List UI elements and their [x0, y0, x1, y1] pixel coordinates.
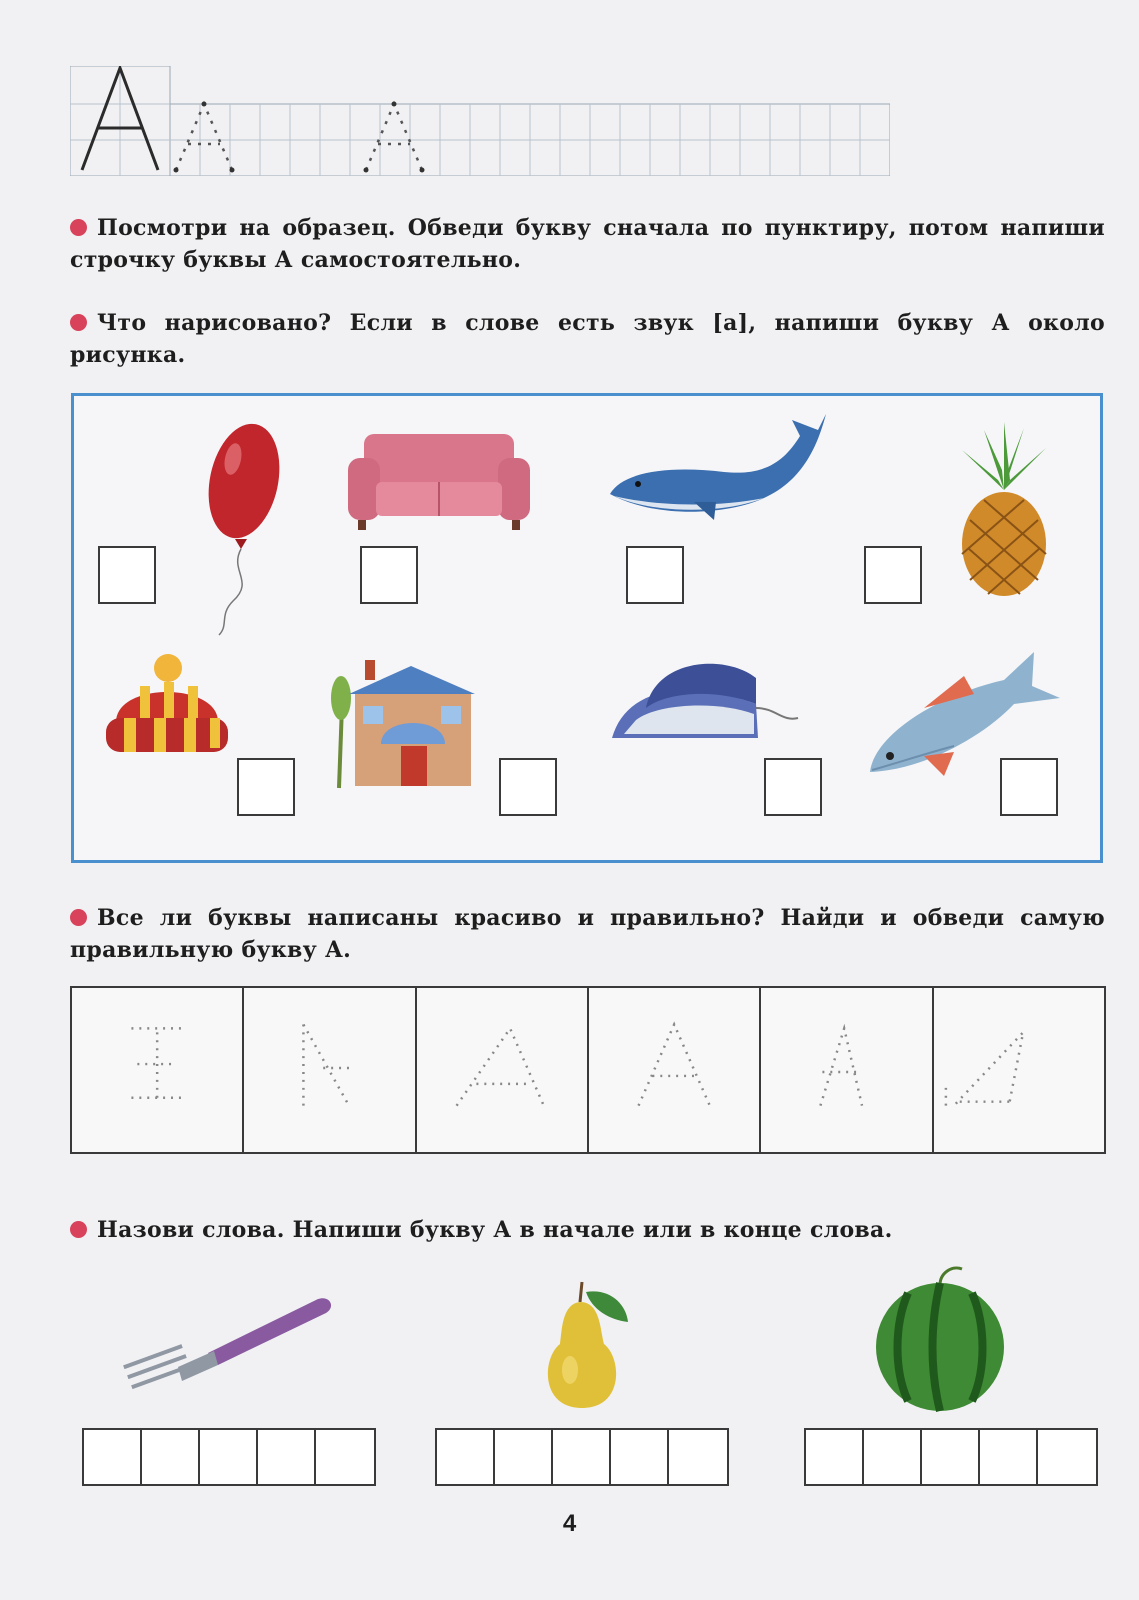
- task-2: [70, 307, 1105, 371]
- letter-variant-1[interactable]: [72, 988, 244, 1152]
- balloon-icon: [189, 411, 299, 641]
- task-1: [70, 212, 1105, 276]
- letter-variant-4[interactable]: [589, 988, 761, 1152]
- bullet-icon: [70, 1221, 87, 1238]
- task-4: [70, 1214, 1105, 1246]
- letter-variant-3[interactable]: [417, 988, 589, 1152]
- bullet-icon: [70, 219, 87, 236]
- letter-tracing-grid[interactable]: [70, 66, 890, 176]
- word-cells-fork[interactable]: [82, 1428, 376, 1486]
- task-3-text: Все ли буквы написаны красиво и правильно? Найди и обведи самую правильную букву А.: [70, 905, 1105, 963]
- letter-variant-2[interactable]: [244, 988, 416, 1152]
- answer-box-balloon[interactable]: [98, 546, 156, 604]
- house-icon: [329, 658, 484, 790]
- hat-icon: [102, 652, 232, 762]
- picture-frame: [71, 393, 1103, 863]
- page-number: 4: [562, 1510, 577, 1537]
- task-2-text: Что нарисовано? Если в слове есть звук [а], напиши букву А около рисунка.: [70, 310, 1105, 368]
- fork-icon: [118, 1285, 338, 1405]
- answer-box-pineapple[interactable]: [864, 546, 922, 604]
- answer-box-sofa[interactable]: [360, 546, 418, 604]
- whale-icon: [604, 410, 834, 530]
- answer-box-whale[interactable]: [626, 546, 684, 604]
- letter-variants-table: [70, 986, 1106, 1154]
- answer-box-iron[interactable]: [764, 758, 822, 816]
- sofa-icon: [344, 428, 534, 534]
- task-4-text: Назови слова. Напиши букву А в начале или в конце слова.: [97, 1217, 893, 1243]
- word-cells-watermelon[interactable]: [804, 1428, 1098, 1486]
- watermelon-icon: [868, 1255, 1018, 1413]
- task-3: [70, 902, 1105, 966]
- bullet-icon: [70, 909, 87, 926]
- answer-box-hat[interactable]: [237, 758, 295, 816]
- bullet-icon: [70, 314, 87, 331]
- letter-variant-5[interactable]: [761, 988, 933, 1152]
- word-cells-pear[interactable]: [435, 1428, 729, 1486]
- answer-box-fish[interactable]: [1000, 758, 1058, 816]
- pineapple-icon: [954, 420, 1054, 600]
- answer-box-house[interactable]: [499, 758, 557, 816]
- pear-icon: [530, 1278, 640, 1412]
- letter-variant-6[interactable]: [934, 988, 1104, 1152]
- task-1-text: Посмотри на образец. Обведи букву сначала по пунктиру, потом напиши строчку буквы А самостоятельно.: [70, 215, 1105, 273]
- iron-icon: [606, 648, 806, 748]
